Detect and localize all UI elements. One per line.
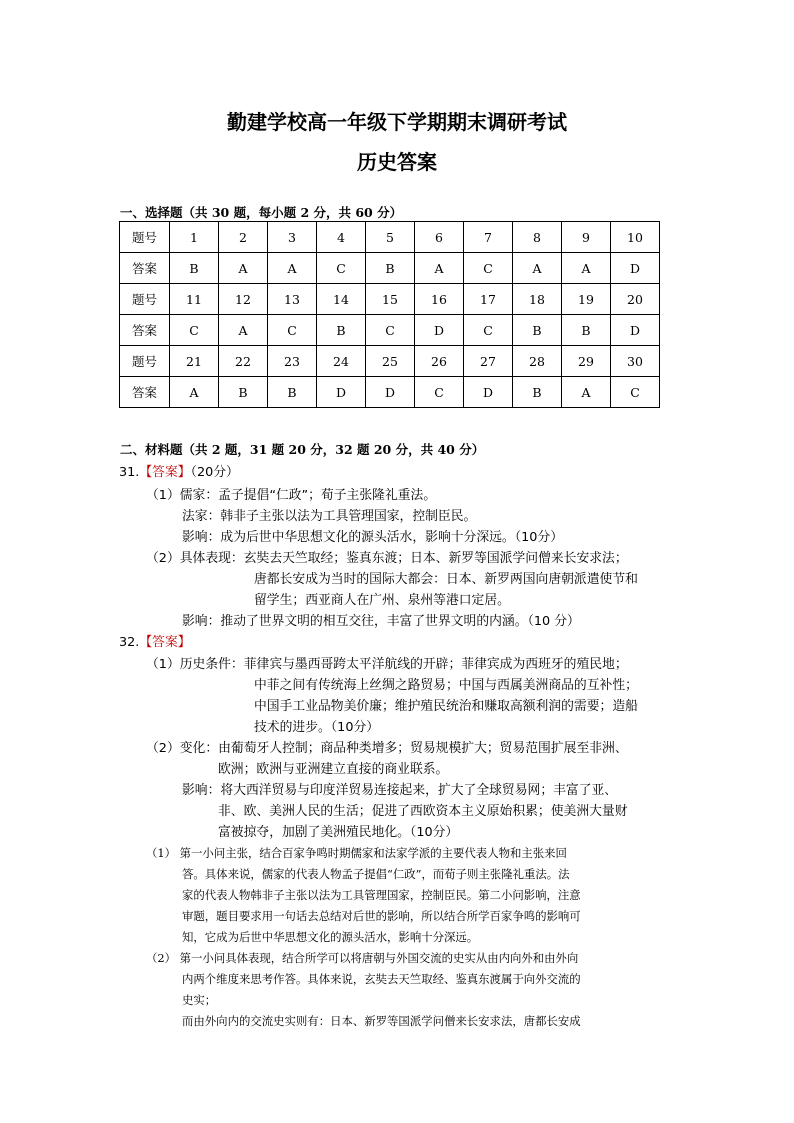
answer-letter: D (317, 377, 366, 408)
answer-letter: A (513, 253, 562, 284)
row-label-number: 题号 (120, 346, 170, 377)
question-number: 15 (366, 284, 415, 315)
question-number: 6 (415, 222, 464, 253)
answer-letter: A (219, 315, 268, 346)
answer-letter: C (611, 377, 660, 408)
q31-number: 31. (119, 465, 140, 480)
q32-line: 影响：将大西洋贸易与印度洋贸易连接起来，扩大了全球贸易网；丰富了亚、 (182, 783, 618, 798)
answer-letter: A (219, 253, 268, 284)
question-number: 9 (562, 222, 611, 253)
explanation-line: 知，它成为后世中华思想文化的源头活水，影响十分深远。 (182, 930, 479, 944)
question-number: 14 (317, 284, 366, 315)
question-number: 19 (562, 284, 611, 315)
question-number: 2 (219, 222, 268, 253)
question-number: 20 (611, 284, 660, 315)
q32-line: 非、欧、美洲人民的生活；促进了西欧资本主义原始积累；使美洲大量财 (218, 804, 628, 819)
answer-letter: C (317, 253, 366, 284)
question-number: 7 (464, 222, 513, 253)
exam-subtitle: 历史答案 (357, 150, 437, 174)
q31-line: 唐都长安成为当时的国际大都会：日本、新罗两国向唐朝派遣使节和 (254, 572, 638, 587)
question-number: 22 (219, 346, 268, 377)
answer-letter: B (268, 377, 317, 408)
explanation-line: 内两个维度来思考作答。具体来说，玄奘去天竺取经、鉴真东渡属于向外交流的 (182, 972, 581, 986)
table-row (120, 284, 660, 315)
answer-letter: B (366, 253, 415, 284)
q32-line: 中国手工业品物美价廉；维护殖民统治和赚取高额利润的需要；造船 (254, 699, 638, 714)
question-number: 8 (513, 222, 562, 253)
answer-table (119, 221, 660, 408)
row-label-answer: 答案 (120, 315, 170, 346)
question-number: 10 (611, 222, 660, 253)
q32-header (119, 633, 191, 653)
table-row (120, 222, 660, 253)
question-number: 23 (268, 346, 317, 377)
answer-letter: D (366, 377, 415, 408)
table-row (120, 377, 660, 408)
answer-letter: A (562, 377, 611, 408)
question-number: 11 (170, 284, 219, 315)
q31-line: 法家：韩非子主张以法为工具管理国家，控制臣民。 (182, 509, 477, 524)
exam-title: 勤建学校高一年级下学期期末调研考试 (227, 110, 567, 134)
answer-letter: B (170, 253, 219, 284)
q32-line: 富被掠夺，加剧了美洲殖民地化。（10分） (218, 825, 459, 840)
answer-letter: B (317, 315, 366, 346)
answer-letter: B (513, 315, 562, 346)
q31-line: （1）儒家：孟子提倡“仁政”；荀子主张隆礼重法。 (146, 488, 437, 503)
answer-letter: B (219, 377, 268, 408)
answer-letter: D (611, 253, 660, 284)
row-label-answer: 答案 (120, 377, 170, 408)
row-label-answer: 答案 (120, 253, 170, 284)
question-number: 1 (170, 222, 219, 253)
question-number: 4 (317, 222, 366, 253)
question-number: 3 (268, 222, 317, 253)
q32-line: 技术的进步。（10分） (254, 720, 380, 735)
section2-heading: 二、材料题（共 2 题，31 题 20 分，32 题 20 分，共 40 分） (120, 442, 485, 457)
question-number: 16 (415, 284, 464, 315)
question-number: 29 (562, 346, 611, 377)
answer-letter: C (366, 315, 415, 346)
answer-letter: D (611, 315, 660, 346)
answer-letter: C (415, 377, 464, 408)
answer-letter: D (415, 315, 464, 346)
question-number: 30 (611, 346, 660, 377)
answer-letter: A (170, 377, 219, 408)
answer-letter: C (464, 253, 513, 284)
q31-line: （2）具体表现：玄奘去天竺取经；鉴真东渡；日本、新罗等国派学问僧来长安求法； (146, 551, 628, 566)
answer-letter: C (268, 315, 317, 346)
q31-header (119, 463, 239, 483)
q32-line: （1）历史条件：菲律宾与墨西哥跨太平洋航线的开辟；菲律宾成为西班牙的殖民地； (146, 657, 628, 672)
answer-letter: B (513, 377, 562, 408)
explanation-line: 而由外向内的交流史实则有：日本、新罗等国派学问僧来长安求法，唐都长安成 (182, 1014, 581, 1028)
table-row (120, 346, 660, 377)
question-number: 12 (219, 284, 268, 315)
explanation-line: 家的代表人物韩非子主张以法为工具管理国家，控制臣民。第二小问影响，注意 (182, 888, 581, 902)
answer-letter: B (562, 315, 611, 346)
explanation-line: 审题，题目要求用一句话去总结对后世的影响，所以结合所学百家争鸣的影响可 (182, 909, 581, 923)
row-label-number: 题号 (120, 222, 170, 253)
question-number: 27 (464, 346, 513, 377)
question-number: 17 (464, 284, 513, 315)
table-row (120, 253, 660, 284)
question-number: 21 (170, 346, 219, 377)
q31-answer-tag: 【答案】 (139, 465, 191, 480)
question-number: 13 (268, 284, 317, 315)
q31-score: （20分） (190, 465, 239, 480)
answer-letter: C (464, 315, 513, 346)
row-label-number: 题号 (120, 284, 170, 315)
explanation-line: 史实； (182, 993, 217, 1007)
explanation-line: （2） 第一小问具体表现，结合所学可以将唐朝与外国交流的史实从由内向外和由外向 (146, 951, 579, 965)
question-number: 5 (366, 222, 415, 253)
answer-letter: A (415, 253, 464, 284)
question-number: 25 (366, 346, 415, 377)
q32-answer-tag: 【答案】 (139, 635, 191, 650)
answer-letter: A (268, 253, 317, 284)
question-number: 28 (513, 346, 562, 377)
table-row (120, 315, 660, 346)
answer-letter: D (464, 377, 513, 408)
q32-line: 欧洲；欧洲与亚洲建立直接的商业联系。 (218, 762, 449, 777)
question-number: 18 (513, 284, 562, 315)
explanation-line: 答。具体来说，儒家的代表人物孟子提倡“仁政”，而荀子则主张隆礼重法。法 (182, 867, 570, 881)
q32-line: 中菲之间有传统海上丝绸之路贸易；中国与西属美洲商品的互补性； (254, 678, 638, 693)
q32-number: 32. (119, 635, 140, 650)
explanation-line: （1） 第一小问主张，结合百家争鸣时期儒家和法家学派的主要代表人物和主张来回 (146, 846, 567, 860)
section1-heading: 一、选择题（共 30 题，每小题 2 分，共 60 分） (120, 205, 403, 220)
q31-line: 影响：推动了世界文明的相互交往，丰富了世界文明的内涵。（10 分） (182, 614, 580, 629)
q32-line: （2）变化：由葡萄牙人控制；商品种类增多；贸易规模扩大；贸易范围扩展至非洲、 (146, 741, 628, 756)
question-number: 26 (415, 346, 464, 377)
q31-line: 影响：成为后世中华思想文化的源头活水，影响十分深远。（10分） (182, 530, 563, 545)
question-number: 24 (317, 346, 366, 377)
q31-line: 留学生；西亚商人在广州、泉州等港口定居。 (254, 593, 510, 608)
answer-letter: A (562, 253, 611, 284)
answer-letter: C (170, 315, 219, 346)
